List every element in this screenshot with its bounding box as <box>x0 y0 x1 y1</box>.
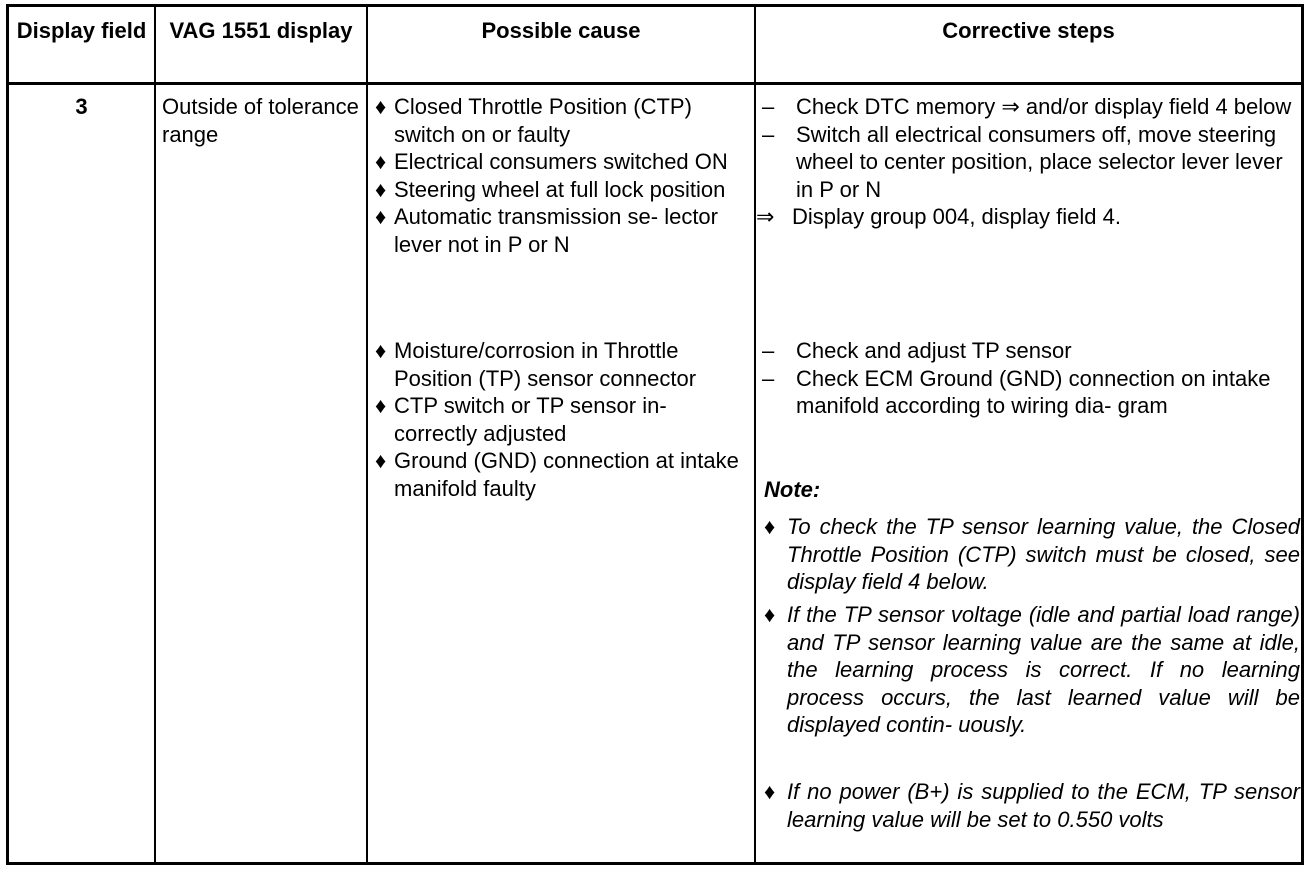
bullet-icon: ♦ <box>375 393 387 418</box>
cause-item: ♦ CTP switch or TP sensor in- correctly adjusted <box>375 393 667 446</box>
note-item: ♦ If no power (B+) is supplied to the ECM, TP sensor learning value will be set to 0.550 volts <box>764 779 1300 832</box>
step-item: – Check and adjust TP sensor <box>762 338 1072 363</box>
step-item: – Check ECM Ground (GND) connection on intake manifold according to wiring dia- gram <box>762 365 1271 418</box>
bullet-icon: ♦ <box>375 176 387 202</box>
step-reference: ⇒ Display group 004, display field 4. <box>756 204 1121 229</box>
note-item: ♦ If the TP sensor voltage (idle and partial load range) and TP sensor learning value are the same at idle, the learning process is correct. If no learning process occurs, the last learned value will be displayed contin- uously. <box>764 602 1300 737</box>
vag-display-value: Outside of tolerance range <box>162 94 359 147</box>
bullet-icon: ♦ <box>764 514 776 539</box>
header-display-field: Display field <box>16 18 147 43</box>
bullet-icon: ♦ <box>375 94 387 119</box>
causes-group-1 <box>373 93 749 258</box>
column-divider <box>366 7 368 862</box>
dash-icon: – <box>762 338 775 363</box>
steps-group-2 <box>756 337 1296 420</box>
step-item: – Switch all electrical consumers off, move steering wheel to center position, place selector lever lever in P or N <box>762 121 1283 202</box>
cause-item: ♦ Ground (GND) connection at intake manifold faulty <box>375 448 739 501</box>
dash-icon: – <box>762 365 775 391</box>
cause-item: ♦ Steering wheel at full lock position <box>375 176 726 202</box>
cause-item: ♦ Closed Throttle Position (CTP) switch on or faulty <box>375 94 692 147</box>
bullet-icon: ♦ <box>764 602 776 627</box>
step-item: – Check DTC memory ⇒ and/or display field 4 below <box>762 94 1292 119</box>
cause-item: ♦ Electrical consumers switched ON <box>375 149 728 174</box>
cause-item: ♦ Automatic transmission se- lector lever not in P or N <box>375 204 718 257</box>
header-corrective-steps: Corrective steps <box>942 18 1115 43</box>
bullet-icon: ♦ <box>375 338 387 363</box>
header-possible-cause: Possible cause <box>481 18 641 43</box>
steps-group-1 <box>756 93 1296 231</box>
dash-icon: – <box>762 94 775 119</box>
header-divider <box>9 82 1301 85</box>
causes-group-2 <box>373 337 749 502</box>
diagnostic-table <box>6 4 1304 865</box>
header-vag-display: VAG 1551 display <box>169 18 353 43</box>
bullet-icon: ♦ <box>375 149 387 174</box>
note-item: ♦ To check the TP sensor learning value, the Closed Throttle Position (CTP) switch must be closed, see display field 4 below. <box>764 514 1300 594</box>
note-label: Note: <box>764 477 821 502</box>
display-field-value: 3 <box>75 94 88 119</box>
arrow-right-icon: ⇒ <box>756 204 775 229</box>
bullet-icon: ♦ <box>764 779 776 804</box>
bullet-icon: ♦ <box>375 448 387 473</box>
cause-item: ♦ Moisture/corrosion in Throttle Position (TP) sensor connector <box>375 338 697 391</box>
dash-icon: – <box>762 121 775 147</box>
bullet-icon: ♦ <box>375 204 387 229</box>
column-divider <box>154 7 156 862</box>
